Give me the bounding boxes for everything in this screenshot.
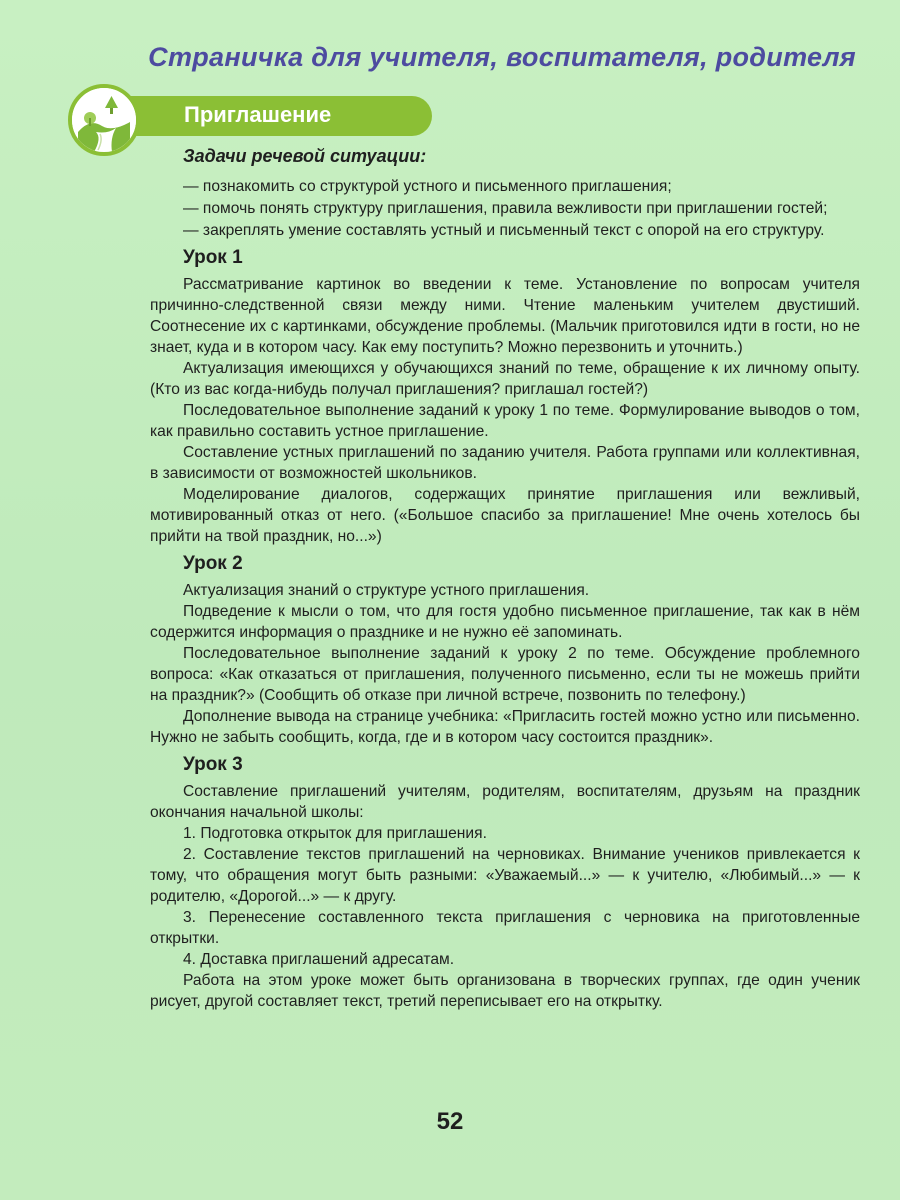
task-item: — помочь понять структуру приглашения, правила вежливости при приглашении гостей; xyxy=(183,200,828,217)
lesson-3-list-item: 2. Составление текстов приглашений на черновиках. Внимание учеников привлекается к тому, что обращения могут быть разными: «Уважаемый...» — к учителю, «Любимый...» — к родителю, «Дорогой...» — к другу. xyxy=(150,846,860,905)
lesson-2-paragraph: Актуализация знаний о структуре устного приглашения. xyxy=(183,582,590,599)
lesson-3-list-item: 3. Перенесение составленного текста приглашения с черновика на приготовленные открытки. xyxy=(150,909,860,947)
lesson-3-paragraph: Составление приглашений учителям, родителям, воспитателям, друзьям на праздник окончания начальной школы: xyxy=(150,783,860,821)
lesson-3-list-item: 4. Доставка приглашений адресатам. xyxy=(183,951,455,968)
task-item: — познакомить со структурой устного и письменного приглашения; xyxy=(183,178,672,195)
task-item: — закреплять умение составлять устный и письменный текст с опорой на его структуру. xyxy=(183,222,825,239)
lesson-2-paragraph: Последовательное выполнение заданий к уроку 2 по теме. Обсуждение проблемного вопроса: «Как отказаться от приглашения, полученного письменно, если ты не можешь прийти на праздник?» (Сообщить об отказе при личной встрече, позвонить по телефону.) xyxy=(150,645,860,704)
lesson-1-paragraph: Рассматривание картинок во введении к теме. Установление по вопросам учителя причинно-следственной связи между ними. Чтение маленьким учителем двустиший. Соотнесение их с картинками, обсуждение проблемы. (Мальчик приготовился идти в гости, но не знает, куда и в котором часу. Как ему поступить? Можно перезвонить и уточнить.) xyxy=(150,276,860,356)
section-banner xyxy=(72,92,432,140)
lesson-2-paragraph: Дополнение вывода на странице учебника: «Пригласить гостей можно устно или письменно. Нужно не забыть сообщить, когда, где и в котором часу состоится праздник». xyxy=(150,708,860,746)
road-landscape-icon xyxy=(68,84,140,156)
lesson-1-paragraph: Актуализация имеющихся у обучающихся знаний по теме, обращение к их личному опыту. (Кто из вас когда-нибудь получал приглашения? приглашал гостей?) xyxy=(150,360,860,398)
lesson-3-list-item: 1. Подготовка открыток для приглашения. xyxy=(183,825,487,842)
main-content xyxy=(150,144,860,1012)
lesson-1-paragraph: Моделирование диалогов, содержащих принятие приглашения или вежливый, мотивированный отказ от него. («Большое спасибо за приглашение! Мне очень хотелось бы прийти на твой праздник, но...») xyxy=(150,486,860,545)
lesson-2-heading: Урок 2 xyxy=(183,553,243,574)
tasks-heading: Задачи речевой ситуации: xyxy=(183,146,427,166)
lesson-2-paragraph: Подведение к мысли о том, что для гостя удобно письменное приглашение, так как в нём содержится информация о празднике и не нужно её запоминать. xyxy=(150,603,860,641)
page-header-title: Страничка для учителя, воспитателя, родителя xyxy=(148,42,856,72)
lesson-1-paragraph: Последовательное выполнение заданий к уроку 1 по теме. Формулирование выводов о том, как правильно составить устное приглашение. xyxy=(150,402,860,440)
lesson-3-paragraph: Работа на этом уроке может быть организована в творческих группах, где один ученик рисует, другой составляет текст, третий переписывает его на открытку. xyxy=(150,972,860,1010)
lesson-1-heading: Урок 1 xyxy=(183,247,243,268)
banner-title: Приглашение xyxy=(184,102,332,127)
lesson-3-heading: Урок 3 xyxy=(183,754,243,775)
lesson-1-paragraph: Составление устных приглашений по заданию учителя. Работа группами или коллективная, в зависимости от возможностей школьников. xyxy=(150,444,860,482)
page-number: 52 xyxy=(436,1108,464,1135)
